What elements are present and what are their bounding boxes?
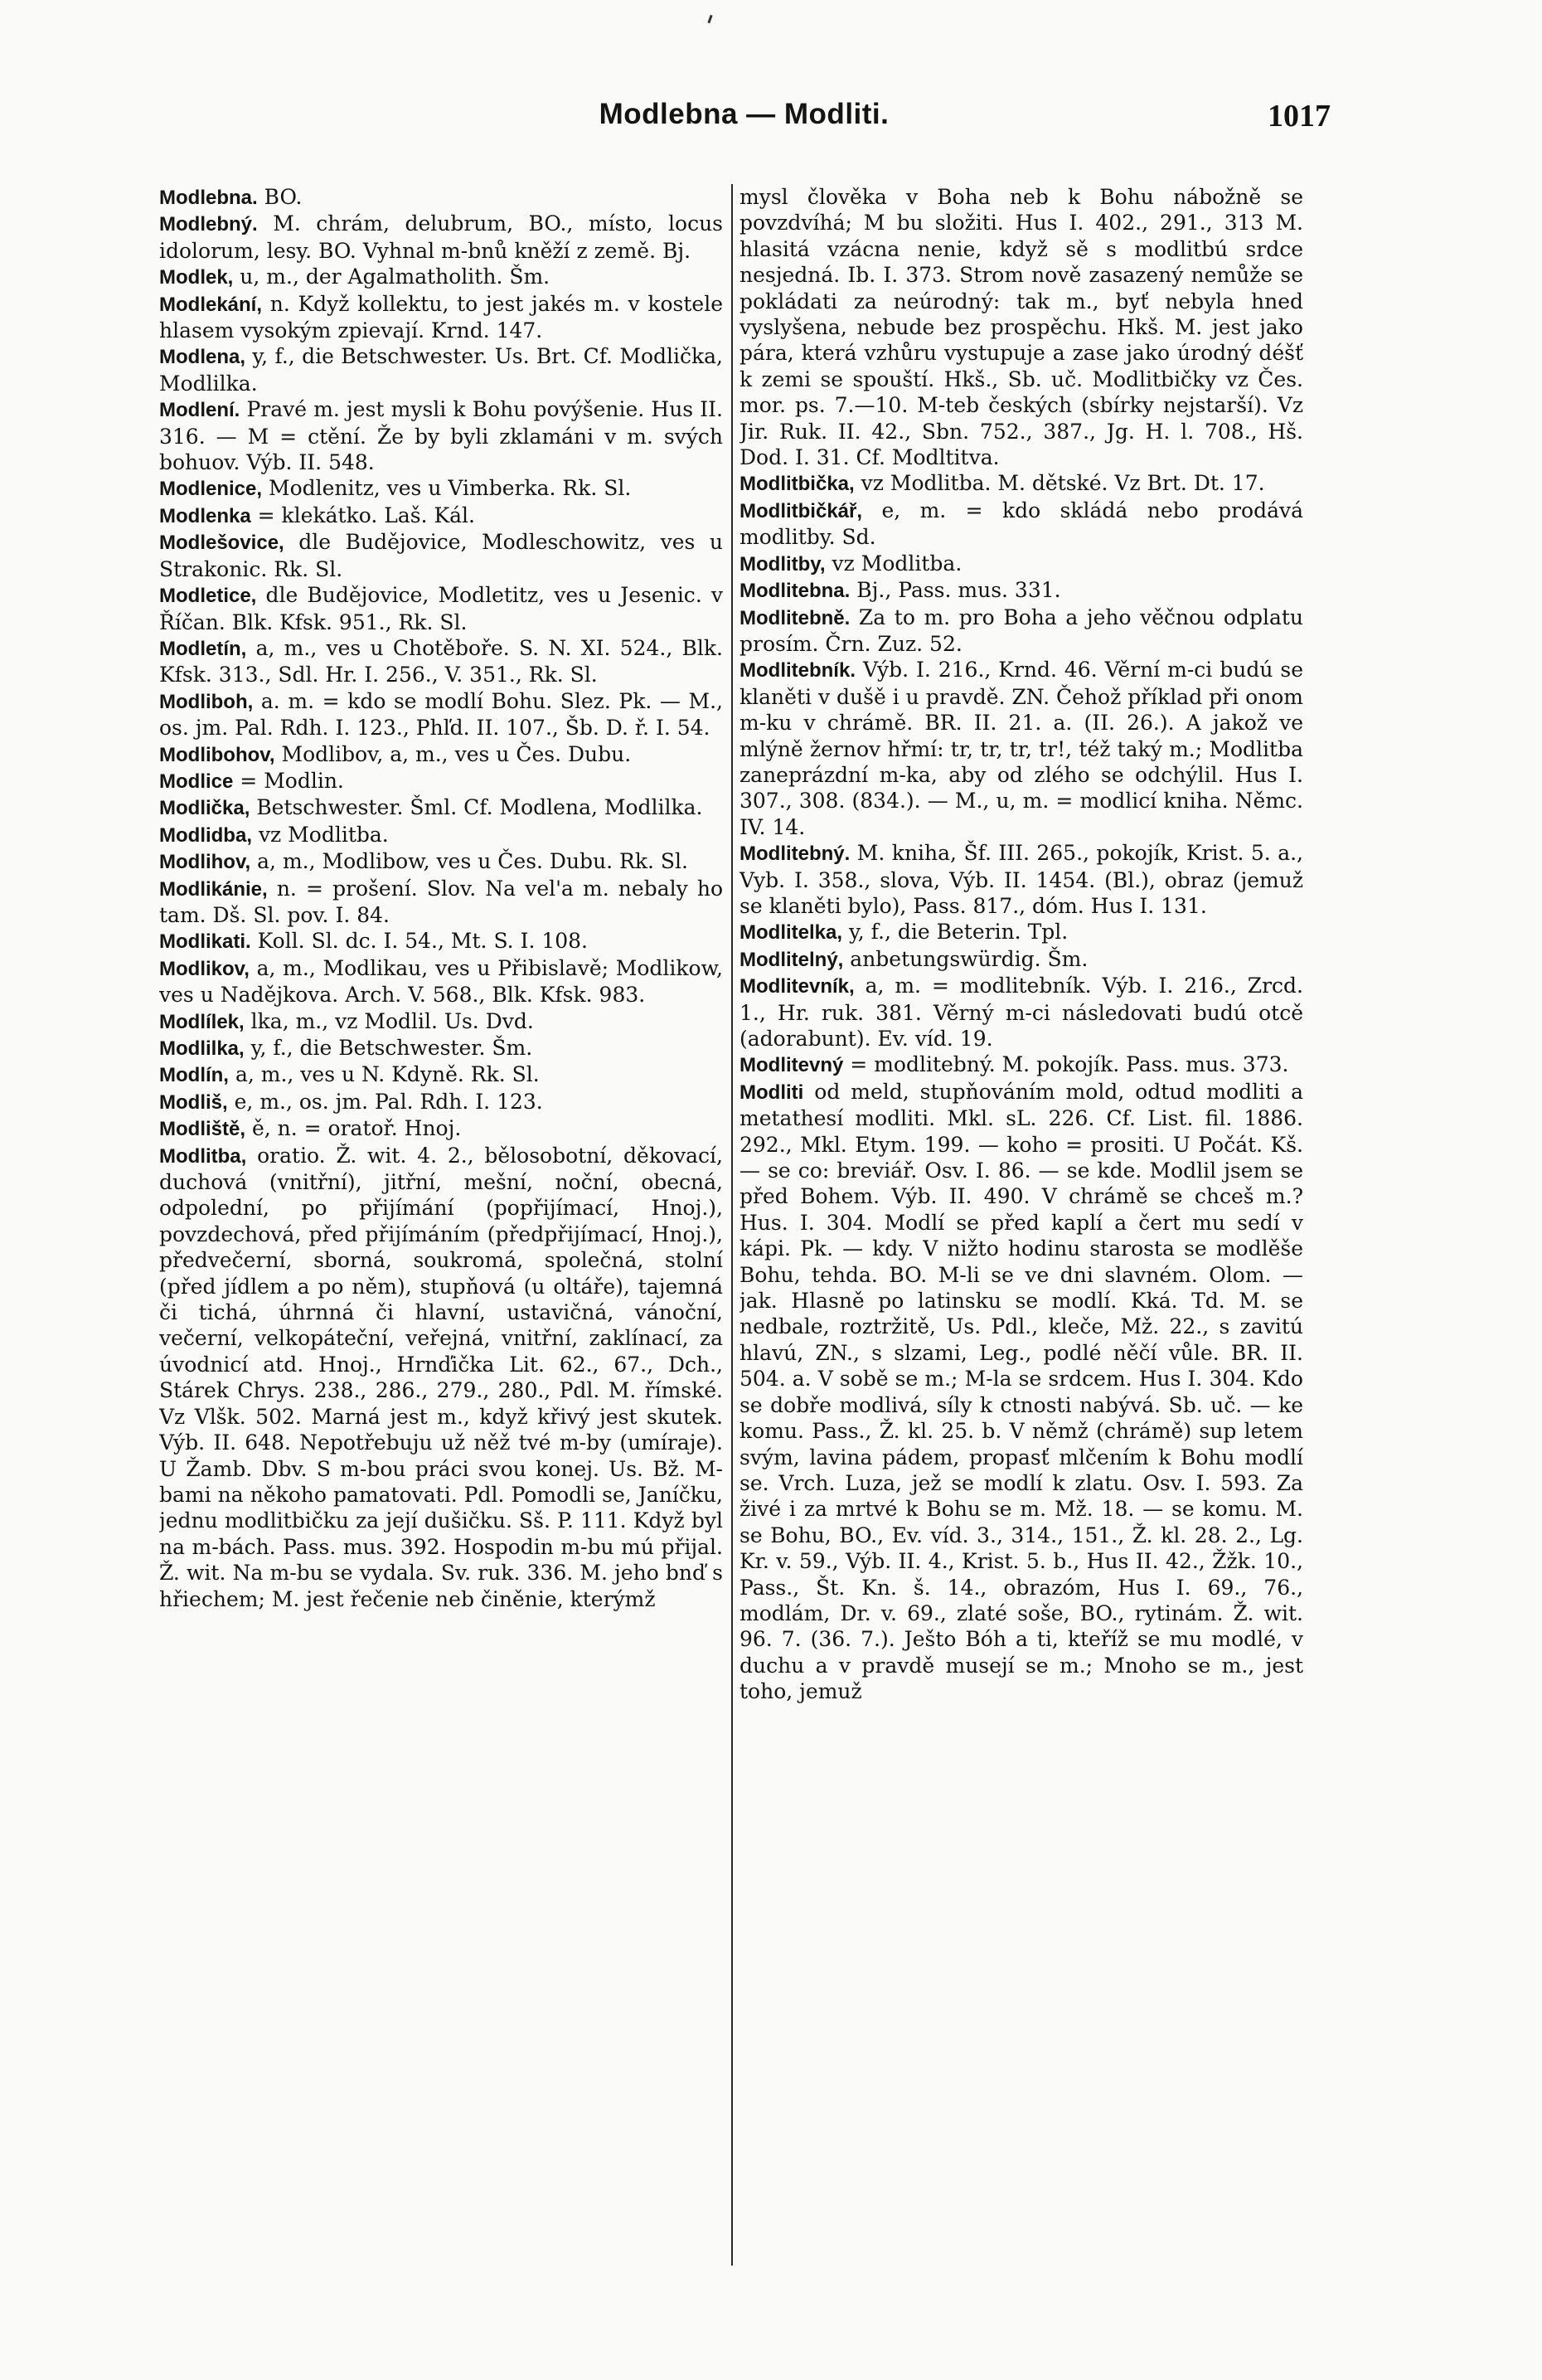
- entry-text: Koll. Sl. dc. I. 54., Mt. S. I. 108.: [257, 929, 589, 954]
- dictionary-entry: [159, 291, 723, 344]
- entry-headword: Modlikánie,: [159, 877, 268, 901]
- entry-text: Modlenitz, ves u Vimberka. Rk. Sl.: [268, 476, 632, 501]
- entry-headword: Modlitebna.: [739, 580, 851, 603]
- dictionary-entry: [739, 1079, 1303, 1705]
- entry-text: Modlibov, a, m., ves u Čes. Dubu.: [281, 741, 632, 766]
- dictionary-entry: [159, 635, 723, 688]
- dictionary-entry: [159, 688, 723, 741]
- dictionary-entry: [159, 184, 723, 211]
- entry-text: e, m. = kdo skládá nebo prodává modlitby. Sd.: [739, 498, 1303, 550]
- right-column: [739, 184, 1303, 2266]
- dictionary-entry: [739, 946, 1303, 973]
- entry-headword: Modliboh,: [159, 690, 254, 713]
- entry-headword: Modlek,: [159, 266, 234, 289]
- entry-text: e, m., os. jm. Pal. Rdh. I. 123.: [234, 1089, 543, 1114]
- entry-text: anbetungswürdig. Šm.: [850, 946, 1089, 971]
- dictionary-entry: [159, 396, 723, 475]
- entry-text: M. kniha, Šf. III. 265., pokojík, Krist. 5. a., Vyb. I. 358., slova, Výb. II. 1454. (Bl.), obraz (jemuž se klaněti bylo), Pass. 817., dóm. Hus I. 131.: [739, 841, 1303, 918]
- dictionary-entry: [159, 955, 723, 1008]
- entry-text: dle Budějovice, Modleschowitz, ves u Strakonic. Rk. Sl.: [159, 530, 723, 581]
- entry-text: Bj., Pass. mus. 331.: [856, 578, 1061, 603]
- entry-headword: Modlitby,: [739, 552, 826, 576]
- entry-headword: Modlebna.: [159, 187, 258, 209]
- entry-headword: Modlebný.: [159, 213, 258, 236]
- entry-headword: Modlidba,: [159, 823, 252, 847]
- entry-text: u, m., der Agalmatholith. Šm.: [240, 265, 550, 289]
- entry-headword: Modlitelka,: [739, 921, 843, 945]
- entry-headword: Modliš,: [159, 1090, 228, 1114]
- entry-headword: Modliště,: [159, 1118, 246, 1141]
- dictionary-entry: [159, 475, 723, 502]
- entry-headword: Modlekání,: [159, 293, 263, 316]
- dictionary-entry: [159, 211, 723, 264]
- entry-text: n. Když kollektu, to jest jakés m. v kostele hlasem vysokým zpievají. Krnd. 147.: [159, 291, 723, 343]
- dictionary-entry: [159, 741, 723, 768]
- left-column: [159, 184, 723, 2266]
- dictionary-entry: [739, 551, 1303, 577]
- entry-headword: Modletice,: [159, 585, 257, 608]
- entry-text: a, m., Modlikau, ves u Přibislavě; Modlikow, ves u Nadějkova. Arch. V. 568., Blk. Kfsk. 983.: [159, 955, 723, 1008]
- entry-text: y, f., die Beterin. Tpl.: [848, 920, 1069, 945]
- entry-text: Pravé m. jest mysli k Bohu povýšenie. Hus II. 316. — M = ctění. Že by byli zklamáni v m. svých bohuov. Výb. II. 548.: [159, 397, 723, 475]
- dictionary-entry: [159, 1115, 723, 1142]
- dictionary-entry: [159, 928, 723, 954]
- entry-text: mysl člověka v Boha neb k Bohu nábožně se povzdvíhá; M bu složiti. Hus I. 402., 291., 313 M. hlasitá vzácna nenie, když sě s modlitbú srdce nesjedná. Ib. I. 373. Strom nově zasazený nemůže se pokládati za neúrodný: tak m., byť nebyla hned vyslyšena, nebude bez prospěchu. Hkš. M. jest jako pára, která vzhůru vystupuje a zase jako úrodný déšť k zemi se spouští. Hkš., Sb. uč. Modlitbičky vz Čes. mor. ps. 7.—10. M-teb českých (sbírky nejstarší). Vz Jir. Ruk. II. 42., Sbn. 752., 387., Jg. H. l. 708., Hš. Dod. I. 31. Cf. Modltitva.: [739, 185, 1303, 470]
- dictionary-entry: [159, 768, 723, 794]
- dictionary-entry: [159, 1061, 723, 1088]
- dictionary-entry: [739, 605, 1303, 658]
- entry-headword: Modlenka: [159, 504, 251, 527]
- dictionary-entry: [739, 919, 1303, 945]
- entry-headword: Modlitba,: [159, 1144, 247, 1168]
- dictionary-entry: [739, 840, 1303, 919]
- entry-text: oratio. Ž. wit. 4. 2., bělosobotní, děkovací, duchová (vnitřní), jitřní, mešní, noční, obecná, odpolední, po přijímání (popřijímací, Hnoj.), povzdechová, před přijímáním (předpřijímací, Hnoj.), předvečerní, sborná, soukromá, společná, stolní (před jídlem a po něm), stupňová (u oltáře), tajemná či tichá, úhrnná či hlavní, ustavičná, vánoční, večerní, velkopáteční, veřejná, vnitřní, zaklínací, za úvodnicí atd. Hnoj., Hrnďička Lit. 62., 67., Dch., Stárek Chrys. 238., 286., 279., 280., Pdl. M. římské. Vz Vlšk. 502. Marná jest m., když křivý jest skutek. Výb. II. 648. Nepotřebuju už něž tvé m-by (umíraje). U Žamb. Dbv. S m-bou práci svou konej. Us. Bž. M-bami na někoho pamatovati. Pdl. Pomodli se, Janíčku, jednu modlitbičku za její dušičku. Sš. P. 111. Když byl na m-bách. Pass. mus. 392. Hospodin m-bu mú přijal. Ž. wit. Na m-bu se vydala. Sv. ruk. 336. M. jeho bnď s hřiechem; M. jest řečenie neb činěnie, kterýmž: [159, 1143, 723, 1611]
- entry-text: lka, m., vz Modlil. Us. Dvd.: [250, 1008, 534, 1033]
- entry-headword: Modlitbičkář,: [739, 499, 863, 522]
- entry-text: vz Modlitba.: [258, 822, 389, 847]
- dictionary-entry: [159, 503, 723, 529]
- print-mark: [707, 15, 712, 23]
- dictionary-entry: [159, 848, 723, 875]
- entry-headword: Modlitbička,: [739, 473, 855, 496]
- entry-headword: Modlín,: [159, 1064, 229, 1087]
- dictionary-entry: [739, 498, 1303, 551]
- dictionary-entry: [159, 264, 723, 290]
- dictionary-entry: [739, 973, 1303, 1052]
- entry-text: a, m. = modlitebník. Výb. I. 216., Zrcd. 1., Hr. ruk. 381. Věrný m-ci následovati budú otcě (adorabunt). Ev. víd. 19.: [739, 974, 1303, 1051]
- entry-text: Za to m. pro Boha a jeho věčnou odplatu prosím. Črn. Zuz. 52.: [739, 605, 1303, 656]
- dictionary-entry: [739, 184, 1303, 470]
- entry-headword: Modlitevník,: [739, 975, 855, 998]
- entry-text: = klekátko. Laš. Kál.: [257, 503, 475, 527]
- dictionary-entry: [159, 822, 723, 848]
- entry-headword: Modlitelný,: [739, 948, 844, 971]
- entry-headword: Modlenice,: [159, 478, 263, 501]
- entry-text: od meld, stupňováním mold, odtud modliti a metathesí modliti. Mkl. sL. 226. Cf. List. fil. 1886. 292., Mkl. Etym. 199. — koho = prositi. U Počát. Kš. — se co: breviář. Osv. I. 86. — se kde. Modlil jsem se před Bohem. Výb. II. 490. V chrámě se chceš m.? Hus. I. 304. Modlí se před kaplí a čert mu sedí v kápi. Pk. — kdy. V nižto hodinu starosta se modlěše Bohu, tehda. BO. M-li se ve dni slavném. Olom. — jak. Hlasně po latinsku se modlí. Kká. Td. M. se nedbale, roztržitě, Us. Pdl., kleče, Mž. 22., s zavitú hlavú, ZN., s slzami, Leg., podlé něčí vůle. BR. II. 504. a. V sobě se m.; M-la se srdcem. Hus I. 304. Kdo se dobře modlivá, síly k ctnosti nabývá. Sb. uč. — ke komu. Pass., Ž. kl. 25. b. V němž (chrámě) sup letem svým, lavina pádem, propasť mlčením k Bohu modlí se. Vrch. Luza, jež se modlí k zlatu. Osv. I. 593. Za živé i za mrtvé k Bohu se m. Mž. 18. — se komu. M. se Bohu, BO., Ev. víd. 3., 314., 151., Ž. kl. 28. 2., Lg. Kr. v. 59., Výb. II. 4., Krist. 5. b., Hus II. 42., Žžk. 10., Pass., Št. Kn. š. 14., obrazóm, Hus I. 69., 76., modlám, Dr. v. 69., zlaté soše, BO., rytinám. Ž. wit. 96. 7. (36. 7.). Ješto Bóh a ti, kteříž se mu modlé, v duchu a v pravdě musejí se m.; Mnoho se m., jest toho, jemuž: [739, 1079, 1303, 1704]
- dictionary-entry: [159, 529, 723, 582]
- dictionary-entry: [159, 876, 723, 929]
- entry-text: vz Modlitba. M. dětské. Vz Brt. Dt. 17.: [861, 471, 1265, 496]
- entry-text: Výb. I. 216., Krnd. 46. Věrní m-ci budú se klaněti v dušě i u pravdě. ZN. Čehož příklad při onom m-ku v chrámě. BR. II. 21. a. (II. 26.). A jakož ve mlýně žernov hřmí: tr, tr, tr, tr!, též taký m.; Modlitba zaneprázdní m-ka, aby od zlého se odchýlil. Hus I. 307., 308. (834.). — M., u, m. = modlicí kniha. Němc. IV. 14.: [739, 658, 1303, 839]
- dictionary-entry: [159, 1008, 723, 1035]
- dictionary-entry: [159, 343, 723, 396]
- entry-text: y, f., die Betschwester. Us. Brt. Cf. Modlička, Modlilka.: [159, 344, 723, 396]
- entry-headword: Modletín,: [159, 637, 247, 660]
- entry-headword: Modlení.: [159, 399, 240, 422]
- column-divider: [731, 184, 733, 2266]
- entry-headword: Modlitebník.: [739, 659, 856, 682]
- entry-headword: Modlice: [159, 770, 234, 793]
- entry-text: ě, n. = oratoř. Hnoj.: [251, 1116, 462, 1141]
- dictionary-entry: [159, 582, 723, 635]
- entry-headword: Modlitevný: [739, 1054, 844, 1077]
- dictionary-entry: [159, 1035, 723, 1061]
- entry-text: a. m. = kdo se modlí Bohu. Slez. Pk. — M., os. jm. Pal. Rdh. I. 123., Phľd. II. 107., Šb. D. ř. I. 54.: [159, 688, 723, 741]
- text-columns: [159, 184, 1336, 2266]
- entry-text: Betschwester. Šml. Cf. Modlena, Modlilka.: [256, 795, 703, 820]
- dictionary-entry: [739, 657, 1303, 840]
- dictionary-entry: [159, 1089, 723, 1115]
- entry-text: BO.: [264, 185, 303, 209]
- entry-headword: Modlikati.: [159, 930, 251, 954]
- entry-headword: Modliti: [739, 1081, 804, 1104]
- entry-headword: Modlitebný.: [739, 843, 851, 866]
- entry-text: a, m., ves u Chotěboře. S. N. XI. 524., Blk. Kfsk. 313., Sdl. Hr. I. 256., V. 351., Rk. Sl.: [159, 635, 723, 687]
- entry-text: = Modlin.: [240, 768, 344, 793]
- dictionary-entry: [159, 794, 723, 821]
- entry-text: M. chrám, delubrum, BO., místo, locus idolorum, lesy. BO. Vyhnal m-bnů kněží z země. Bj.: [159, 211, 723, 263]
- entry-text: a, m., ves u N. Kdyně. Rk. Sl.: [235, 1062, 540, 1087]
- entry-headword: Modlička,: [159, 797, 250, 820]
- entry-text: dle Budějovice, Modletitz, ves u Jesenic. v Říčan. Blk. Kfsk. 951., Rk. Sl.: [159, 583, 723, 634]
- dictionary-entry: [739, 1052, 1303, 1078]
- dictionary-entry: [159, 1143, 723, 1612]
- entry-text: vz Modlitba.: [832, 551, 963, 576]
- entry-headword: Modlitebně.: [739, 606, 851, 629]
- entry-text: n. = prošení. Slov. Na vel'a m. nebaly ho tam. Dš. Sl. pov. I. 84.: [159, 876, 723, 927]
- page-number: 1017: [1268, 99, 1331, 134]
- entry-headword: Modlílek,: [159, 1010, 245, 1033]
- running-head: Modlebna — Modliti.: [599, 98, 890, 130]
- entry-headword: Modlena,: [159, 346, 246, 369]
- entry-headword: Modlibohov,: [159, 743, 275, 766]
- entry-headword: Modlikov,: [159, 957, 250, 980]
- entry-headword: Modlešovice,: [159, 532, 284, 555]
- entry-text: y, f., die Betschwester. Šm.: [250, 1036, 533, 1060]
- entry-text: a, m., Modlibow, ves u Čes. Dubu. Rk. Sl.: [257, 849, 688, 874]
- entry-headword: Modlihov,: [159, 851, 251, 874]
- dictionary-entry: [739, 470, 1303, 497]
- dictionary-entry: [739, 577, 1303, 604]
- page-header: [158, 98, 1331, 148]
- entry-headword: Modlilka,: [159, 1037, 245, 1060]
- entry-text: = modlitebný. M. pokojík. Pass. mus. 373.: [850, 1052, 1289, 1077]
